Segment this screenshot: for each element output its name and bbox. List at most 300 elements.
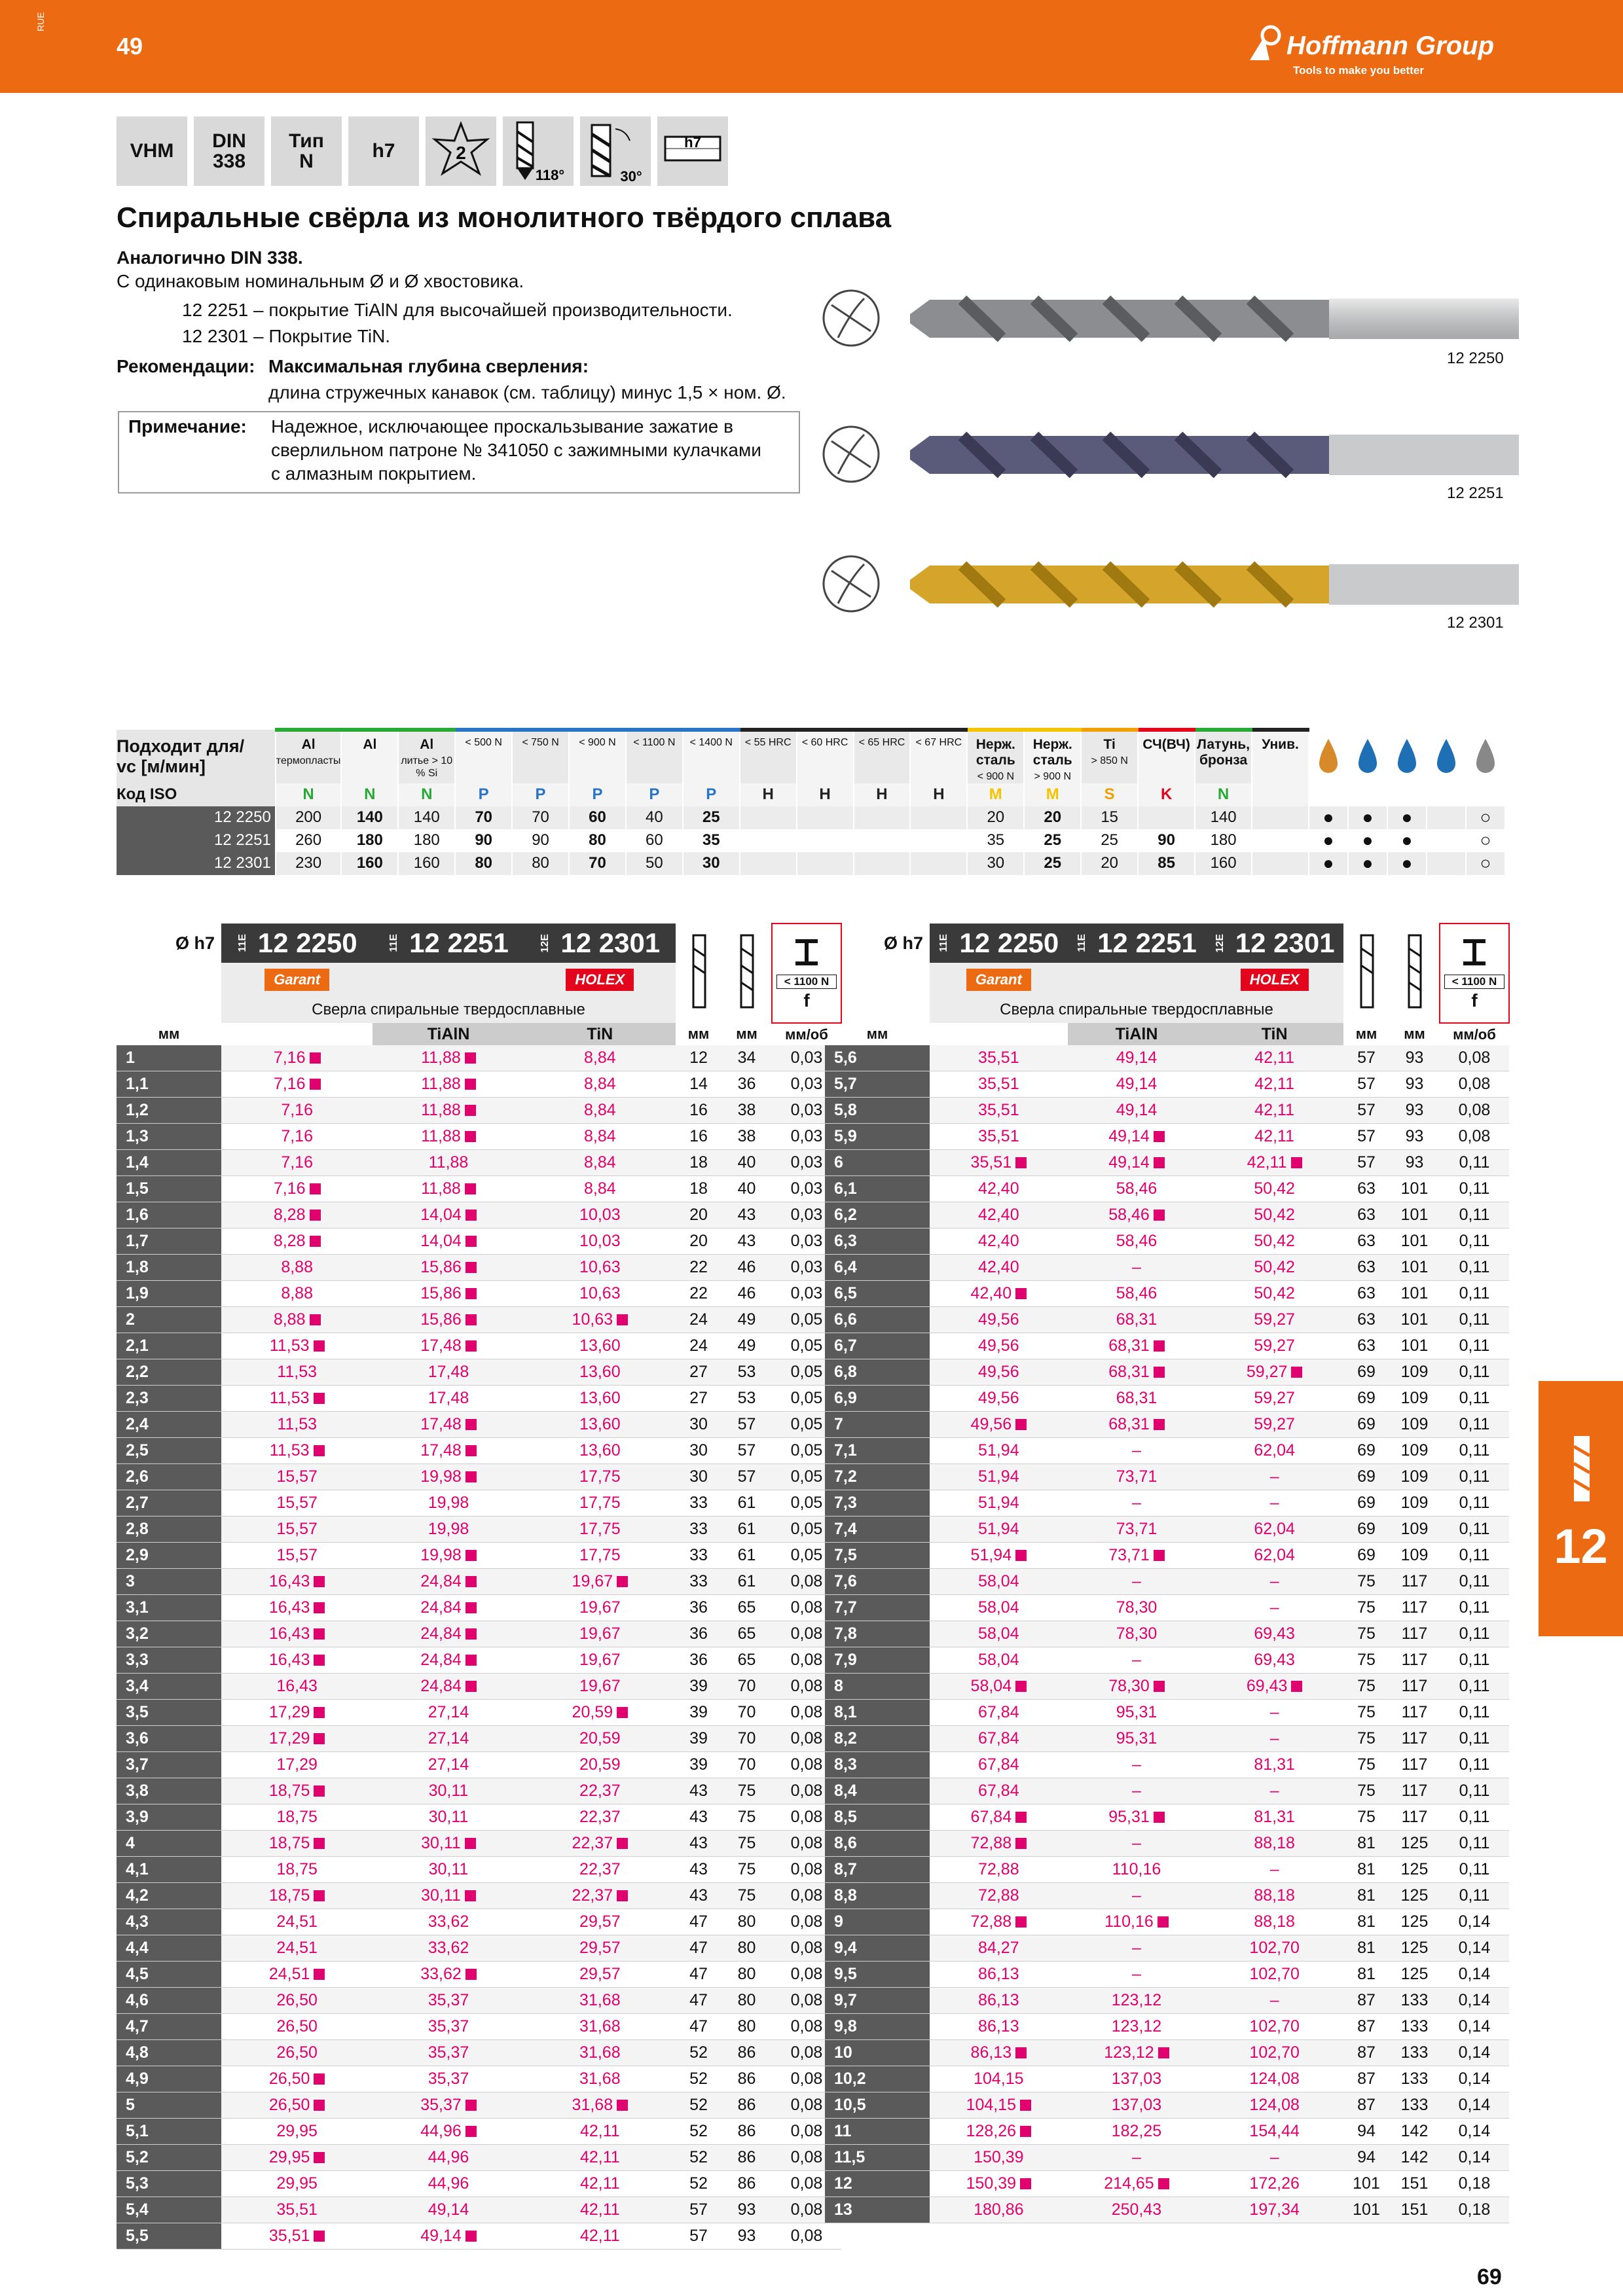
table-row bbox=[117, 1490, 841, 1516]
dim-value: 61 bbox=[721, 1490, 772, 1516]
price-cell bbox=[1205, 2145, 1343, 2171]
dim-value: 46 bbox=[721, 1281, 772, 1307]
diameter: 4,4 bbox=[117, 1935, 221, 1962]
dim-value: 125 bbox=[1389, 1909, 1440, 1935]
coolant-drop-icon bbox=[1355, 735, 1381, 774]
price-cell bbox=[930, 1935, 1068, 1962]
stock-marker bbox=[314, 1655, 325, 1666]
price-value: 16,43 bbox=[268, 1624, 310, 1643]
price-value: 24,51 bbox=[268, 1965, 310, 1983]
dim-value: 75 bbox=[1343, 1804, 1389, 1831]
price-value: 11,53 bbox=[269, 1441, 310, 1460]
price-cell bbox=[373, 1621, 524, 1647]
price-cell bbox=[373, 1700, 524, 1726]
dim-value: 0,03 bbox=[772, 1150, 841, 1176]
article-number-1: 12 2251 bbox=[1097, 927, 1197, 958]
price-cell bbox=[373, 1150, 524, 1176]
diameter: 7 bbox=[825, 1412, 930, 1438]
price-cell bbox=[373, 1255, 524, 1281]
suitability-mark: ● bbox=[1348, 852, 1387, 875]
vc-value: 80 bbox=[569, 829, 626, 852]
material-column-4 bbox=[512, 730, 569, 783]
dim-value: 94 bbox=[1343, 2119, 1389, 2145]
stock-marker bbox=[465, 1890, 476, 1901]
dim-value: 80 bbox=[721, 2014, 772, 2040]
dim-value: 0,08 bbox=[772, 2197, 841, 2223]
stock-marker bbox=[617, 2100, 628, 2111]
diameter: 5,4 bbox=[117, 2197, 221, 2223]
dim-value: 0,03 bbox=[772, 1176, 841, 1202]
vc-value bbox=[1252, 829, 1309, 852]
dim-value: 0,11 bbox=[1440, 1333, 1509, 1359]
diameter: 7,1 bbox=[825, 1438, 930, 1464]
material-column-10 bbox=[854, 730, 911, 783]
price-value: 31,68 bbox=[579, 2017, 621, 2036]
iso-code-7: P bbox=[683, 783, 740, 806]
vc-value: 160 bbox=[341, 852, 398, 875]
material-sub-2: литье > 10 % Si bbox=[401, 755, 453, 779]
dim-value: 142 bbox=[1389, 2119, 1440, 2145]
blank bbox=[117, 997, 221, 1023]
drill-image-12-2251 bbox=[818, 422, 1519, 493]
price-value: 68,31 bbox=[1116, 1310, 1158, 1329]
table-row bbox=[117, 1569, 841, 1595]
diameter: 9,4 bbox=[825, 1935, 930, 1962]
price-value: 30,11 bbox=[428, 1860, 469, 1878]
dim-value: 0,11 bbox=[1440, 1281, 1509, 1307]
price-cell bbox=[524, 1752, 676, 1778]
iso-code-10: H bbox=[854, 783, 911, 806]
diameter: 2,8 bbox=[117, 1516, 221, 1543]
dim-value: 0,08 bbox=[1440, 1071, 1509, 1098]
diameter: 5,6 bbox=[825, 1045, 930, 1071]
price-value: 49,14 bbox=[1116, 1075, 1158, 1093]
dim-value: 69 bbox=[1343, 1438, 1389, 1464]
dim-value: 101 bbox=[1389, 1333, 1440, 1359]
dim-value: 75 bbox=[1343, 1700, 1389, 1726]
price-cell bbox=[373, 1883, 524, 1909]
price-value: 7,16 bbox=[281, 1153, 313, 1172]
dim-value: 24 bbox=[676, 1307, 721, 1333]
vc-value bbox=[797, 806, 854, 829]
price-cell bbox=[1205, 1621, 1343, 1647]
price-value: 59,27 bbox=[1246, 1363, 1288, 1381]
suitability-mark: ● bbox=[1309, 829, 1348, 852]
price-value: 31,68 bbox=[579, 2043, 621, 2062]
material-top-2: Al bbox=[420, 737, 434, 752]
dim-value: 0,14 bbox=[1440, 2145, 1509, 2171]
dim-value: 65 bbox=[721, 1621, 772, 1647]
price-cell bbox=[930, 1202, 1068, 1229]
price-cell bbox=[1205, 1229, 1343, 1255]
flute-length-icon bbox=[1353, 929, 1379, 1014]
table-row bbox=[117, 1124, 841, 1150]
dim-value: 53 bbox=[721, 1386, 772, 1412]
price-cell bbox=[221, 2223, 373, 2250]
table-row bbox=[117, 1386, 841, 1412]
desc-standard: Аналогично DIN 338. bbox=[117, 247, 303, 268]
dim-value: 93 bbox=[721, 2223, 772, 2250]
dim-value: 57 bbox=[1343, 1098, 1389, 1124]
stock-marker bbox=[1154, 1157, 1165, 1168]
page-title: Спиральные свёрла из монолитного твёрдого сплава bbox=[117, 202, 892, 234]
stock-marker bbox=[1015, 1419, 1027, 1430]
vc-value: 160 bbox=[1195, 852, 1252, 875]
price-value: 104,15 bbox=[966, 2096, 1017, 2114]
price-cell bbox=[1205, 1857, 1343, 1883]
iso-code-11: H bbox=[910, 783, 967, 806]
vc-value bbox=[910, 852, 967, 875]
table-row bbox=[117, 1804, 841, 1831]
price-value: 20,59 bbox=[579, 1755, 621, 1774]
diameter: 6,6 bbox=[825, 1307, 930, 1333]
dim-value: 0,11 bbox=[1440, 1438, 1509, 1464]
price-value: 7,16 bbox=[281, 1127, 313, 1145]
table-row bbox=[117, 1202, 841, 1229]
price-value: 44,96 bbox=[428, 2174, 469, 2193]
table-row bbox=[825, 1176, 1509, 1202]
stock-marker bbox=[1154, 1210, 1165, 1221]
dim-value: 109 bbox=[1389, 1386, 1440, 1412]
price-value: 10,63 bbox=[579, 1284, 621, 1302]
price-cell bbox=[930, 1490, 1068, 1516]
stock-marker bbox=[1015, 2047, 1027, 2058]
table-row bbox=[117, 1045, 841, 1071]
dim-value: 80 bbox=[721, 1935, 772, 1962]
stock-marker bbox=[1291, 1157, 1302, 1168]
diameter: 6,1 bbox=[825, 1176, 930, 1202]
dim-value: 57 bbox=[1343, 1071, 1389, 1098]
price-value: 19,67 bbox=[579, 1598, 621, 1617]
material-sub-5: < 900 N bbox=[579, 737, 616, 748]
dim-value: 0,05 bbox=[772, 1516, 841, 1543]
article-number-2: 12 2301 bbox=[1235, 927, 1335, 958]
price-value: 19,67 bbox=[579, 1624, 621, 1643]
price-value: 8,88 bbox=[281, 1284, 313, 1302]
iso-spacer bbox=[1427, 783, 1466, 806]
diameter: 8,4 bbox=[825, 1778, 930, 1804]
unit-f: мм/об bbox=[785, 1026, 828, 1043]
price-cell bbox=[524, 2145, 676, 2171]
price-value: 110,16 bbox=[1112, 1860, 1161, 1878]
dim-value: 0,08 bbox=[772, 1595, 841, 1621]
suitability-mark bbox=[1427, 829, 1466, 852]
dim-value: 0,03 bbox=[772, 1281, 841, 1307]
dim-value: 0,08 bbox=[772, 1726, 841, 1752]
dim-value: 0,18 bbox=[1440, 2197, 1509, 2223]
price-value: 24,84 bbox=[420, 1598, 462, 1617]
suitability-mark: ● bbox=[1387, 806, 1427, 829]
material-column-11 bbox=[910, 730, 967, 783]
suitability-mark: ● bbox=[1348, 829, 1387, 852]
price-cell bbox=[373, 1778, 524, 1804]
price-value: 42,40 bbox=[978, 1206, 1019, 1224]
price-value: 49,14 bbox=[1108, 1153, 1150, 1172]
vc-value: 60 bbox=[569, 806, 626, 829]
diameter: 4,1 bbox=[117, 1857, 221, 1883]
blank bbox=[117, 963, 221, 997]
vc-value: 80 bbox=[512, 852, 569, 875]
table-row bbox=[825, 1647, 1509, 1674]
price-cell bbox=[930, 1045, 1068, 1071]
price-value: 29,57 bbox=[579, 1965, 621, 1983]
dim-value: 0,11 bbox=[1440, 1883, 1509, 1909]
stock-marker bbox=[617, 1576, 628, 1587]
price-cell bbox=[524, 1333, 676, 1359]
stock-marker bbox=[465, 1576, 477, 1587]
price-cell bbox=[930, 2014, 1068, 2040]
shank-tolerance-icon bbox=[657, 117, 728, 186]
stock-marker bbox=[465, 1969, 477, 1980]
price-cell bbox=[1068, 1909, 1206, 1935]
dim-value: 0,11 bbox=[1440, 1412, 1509, 1438]
dim-value: 40 bbox=[721, 1176, 772, 1202]
price-value: 29,95 bbox=[268, 2148, 310, 2166]
price-cell bbox=[524, 1490, 676, 1516]
price-value: 15,86 bbox=[420, 1258, 462, 1276]
chapter-tab[interactable] bbox=[1539, 1381, 1623, 1636]
price-value: 13,60 bbox=[579, 1336, 621, 1355]
material-top-14: Ti bbox=[1103, 737, 1116, 752]
table-row bbox=[825, 1490, 1509, 1516]
table-row bbox=[117, 1831, 841, 1857]
price-value: 51,94 bbox=[978, 1441, 1019, 1460]
table-row bbox=[117, 1071, 841, 1098]
stock-marker bbox=[1154, 1131, 1165, 1142]
diameter: 2,9 bbox=[117, 1543, 221, 1569]
price-value: – bbox=[1269, 1467, 1279, 1486]
stock-marker bbox=[465, 1105, 476, 1116]
stock-marker bbox=[465, 1262, 477, 1273]
vc-article: 12 2250 bbox=[117, 806, 276, 829]
price-value: 42,11 bbox=[579, 2227, 620, 2245]
dim-value: 0,08 bbox=[1440, 1124, 1509, 1150]
vc-label-2: vc [м/мин] bbox=[117, 756, 206, 776]
price-value: 124,08 bbox=[1249, 2096, 1300, 2114]
price-value: – bbox=[1269, 1860, 1279, 1878]
stock-marker bbox=[1020, 2126, 1031, 2137]
price-cell bbox=[930, 2119, 1068, 2145]
svg-text:30°: 30° bbox=[620, 168, 642, 184]
price-cell bbox=[1205, 1647, 1343, 1674]
price-value: 24,84 bbox=[420, 1677, 462, 1695]
price-cell bbox=[1068, 1333, 1206, 1359]
table-row bbox=[825, 1674, 1509, 1700]
dim-value: 75 bbox=[721, 1883, 772, 1909]
price-cell bbox=[524, 1124, 676, 1150]
material-sub-12: < 900 N bbox=[977, 771, 1015, 783]
price-value: 16,43 bbox=[268, 1572, 310, 1590]
dim-value: 69 bbox=[1343, 1464, 1389, 1490]
vc-value: 140 bbox=[341, 806, 398, 829]
price-cell bbox=[524, 1804, 676, 1831]
price-value: 180,86 bbox=[974, 2200, 1024, 2219]
price-cell bbox=[1205, 1150, 1343, 1176]
price-cell bbox=[373, 2145, 524, 2171]
table-row bbox=[117, 1255, 841, 1281]
diameter: 4,5 bbox=[117, 1962, 221, 1988]
price-value: 18,75 bbox=[268, 1782, 310, 1800]
dim-value: 93 bbox=[1389, 1098, 1440, 1124]
price-cell bbox=[1205, 2197, 1343, 2223]
price-value: 11,53 bbox=[277, 1415, 318, 1433]
stock-marker bbox=[310, 1236, 321, 1247]
price-cell bbox=[221, 1202, 373, 1229]
stock-marker bbox=[1154, 1367, 1165, 1378]
price-cell bbox=[221, 1412, 373, 1438]
price-value: 11,53 bbox=[277, 1363, 318, 1381]
dim-value: 57 bbox=[1343, 1150, 1389, 1176]
article-number-2: 12 2301 bbox=[560, 927, 661, 958]
dim-value: 30 bbox=[676, 1464, 721, 1490]
price-value: 16,43 bbox=[276, 1677, 318, 1695]
price-cell bbox=[221, 1569, 373, 1595]
price-value: 19,98 bbox=[428, 1494, 469, 1512]
price-cell bbox=[524, 1909, 676, 1935]
stock-marker bbox=[1158, 2047, 1169, 2058]
dim-value: 39 bbox=[676, 1726, 721, 1752]
price-value: 24,84 bbox=[420, 1651, 462, 1669]
dim-value: 109 bbox=[1389, 1490, 1440, 1516]
price-value: 10,63 bbox=[572, 1310, 613, 1329]
stock-marker bbox=[617, 1890, 628, 1901]
vc-value: 180 bbox=[1195, 829, 1252, 852]
dim-value: 0,08 bbox=[772, 2014, 841, 2040]
price-value: 10,63 bbox=[579, 1258, 621, 1276]
price-value: 31,68 bbox=[572, 2096, 613, 2114]
drill-image-12-2301 bbox=[818, 551, 1519, 623]
table-row bbox=[117, 1333, 841, 1359]
price-cell bbox=[524, 1464, 676, 1490]
price-value: 42,40 bbox=[970, 1284, 1012, 1302]
price-cell bbox=[524, 1883, 676, 1909]
price-value: 72,88 bbox=[970, 1834, 1012, 1852]
desc-shank: С одинаковым номинальным Ø и Ø хвостовика. bbox=[117, 271, 524, 291]
price-value: 35,51 bbox=[970, 1153, 1012, 1172]
language-code: RUE bbox=[35, 12, 46, 31]
price-value: 15,57 bbox=[276, 1546, 318, 1564]
material-top-1: Al bbox=[363, 737, 377, 752]
price-cell bbox=[373, 1307, 524, 1333]
price-cell bbox=[930, 1098, 1068, 1124]
price-cell bbox=[1205, 1516, 1343, 1543]
dim-value: 0,08 bbox=[772, 1778, 841, 1804]
price-value: 150,39 bbox=[966, 2174, 1017, 2193]
table-row bbox=[117, 1674, 841, 1700]
suitability-mark: ● bbox=[1387, 852, 1427, 875]
price-value: 18,75 bbox=[268, 1834, 310, 1852]
dim-value: 94 bbox=[1343, 2145, 1389, 2171]
dim-value: 39 bbox=[676, 1674, 721, 1700]
iso-code-5: P bbox=[569, 783, 626, 806]
vc-value bbox=[740, 829, 797, 852]
price-cell bbox=[221, 2040, 373, 2066]
dim-value: 0,11 bbox=[1440, 1176, 1509, 1202]
dim-value: 63 bbox=[1343, 1229, 1389, 1255]
vc-value: 85 bbox=[1138, 852, 1195, 875]
price-cell bbox=[524, 1962, 676, 1988]
table-row bbox=[825, 1700, 1509, 1726]
price-value: 15,57 bbox=[276, 1494, 318, 1512]
dim-value: 93 bbox=[1389, 1124, 1440, 1150]
material-sub-3: < 500 N bbox=[465, 737, 502, 748]
price-cell bbox=[221, 1176, 373, 1202]
price-cell bbox=[930, 1150, 1068, 1176]
price-value: 49,14 bbox=[428, 2200, 469, 2219]
dimension-table-left bbox=[117, 923, 842, 2250]
price-cell bbox=[524, 1412, 676, 1438]
price-value: – bbox=[1132, 1782, 1141, 1800]
price-cell bbox=[1205, 1726, 1343, 1752]
dim-value: 75 bbox=[1343, 1752, 1389, 1778]
dim-value: 0,11 bbox=[1440, 1255, 1509, 1281]
price-cell bbox=[1205, 1359, 1343, 1386]
diameter: 8,7 bbox=[825, 1857, 930, 1883]
stock-marker bbox=[314, 1733, 325, 1744]
dim-value: 93 bbox=[1389, 1071, 1440, 1098]
vc-value bbox=[797, 829, 854, 852]
material-column-12 bbox=[967, 730, 1024, 783]
drill-label-12-2251: 12 2251 bbox=[1447, 484, 1504, 502]
stock-marker bbox=[465, 1079, 476, 1090]
dim-value: 75 bbox=[1343, 1778, 1389, 1804]
diameter: 5,3 bbox=[117, 2171, 221, 2197]
dim-value: 61 bbox=[721, 1543, 772, 1569]
price-value: 35,51 bbox=[978, 1101, 1019, 1119]
dim-value: 18 bbox=[676, 1150, 721, 1176]
price-value: 33,62 bbox=[428, 1939, 469, 1957]
diameter: 1,7 bbox=[117, 1229, 221, 1255]
price-cell bbox=[1068, 1778, 1206, 1804]
dim-value: 20 bbox=[676, 1229, 721, 1255]
stock-marker bbox=[314, 1445, 325, 1456]
price-cell bbox=[1068, 2119, 1206, 2145]
price-value: – bbox=[1269, 1494, 1279, 1512]
table-row bbox=[825, 1438, 1509, 1464]
article-header-2 bbox=[524, 924, 676, 963]
diameter: 5,7 bbox=[825, 1071, 930, 1098]
table-row bbox=[825, 2066, 1509, 2092]
price-cell bbox=[221, 1255, 373, 1281]
table-row bbox=[117, 1726, 841, 1752]
price-cell bbox=[1068, 1229, 1206, 1255]
stock-marker bbox=[1015, 1288, 1027, 1299]
dim-value: 69 bbox=[1343, 1516, 1389, 1543]
price-cell bbox=[221, 1229, 373, 1255]
svg-text:2: 2 bbox=[456, 143, 466, 163]
table-row bbox=[825, 1359, 1509, 1386]
price-cell bbox=[524, 2119, 676, 2145]
svg-text:118°: 118° bbox=[535, 167, 565, 183]
price-cell bbox=[930, 1988, 1068, 2014]
vc-value: 15 bbox=[1081, 806, 1138, 829]
price-value: 7,16 bbox=[273, 1075, 306, 1093]
dim-value: 0,11 bbox=[1440, 1752, 1509, 1778]
dim-value: 0,08 bbox=[772, 1883, 841, 1909]
stock-marker bbox=[1158, 1916, 1169, 1928]
dim-value: 52 bbox=[676, 2040, 721, 2066]
price-cell bbox=[373, 1831, 524, 1857]
price-value: 24,51 bbox=[276, 1912, 318, 1931]
price-cell bbox=[1068, 1647, 1206, 1674]
price-cell bbox=[1068, 1569, 1206, 1595]
desc-coating-tialn: 12 2251 – покрытие TiAlN для высочайшей производительности. bbox=[182, 300, 733, 320]
price-cell bbox=[221, 1857, 373, 1883]
iso-code-13: M bbox=[1024, 783, 1081, 806]
dim-value: 86 bbox=[721, 2040, 772, 2066]
price-value: 35,51 bbox=[978, 1075, 1019, 1093]
dim-value: 0,11 bbox=[1440, 1359, 1509, 1386]
